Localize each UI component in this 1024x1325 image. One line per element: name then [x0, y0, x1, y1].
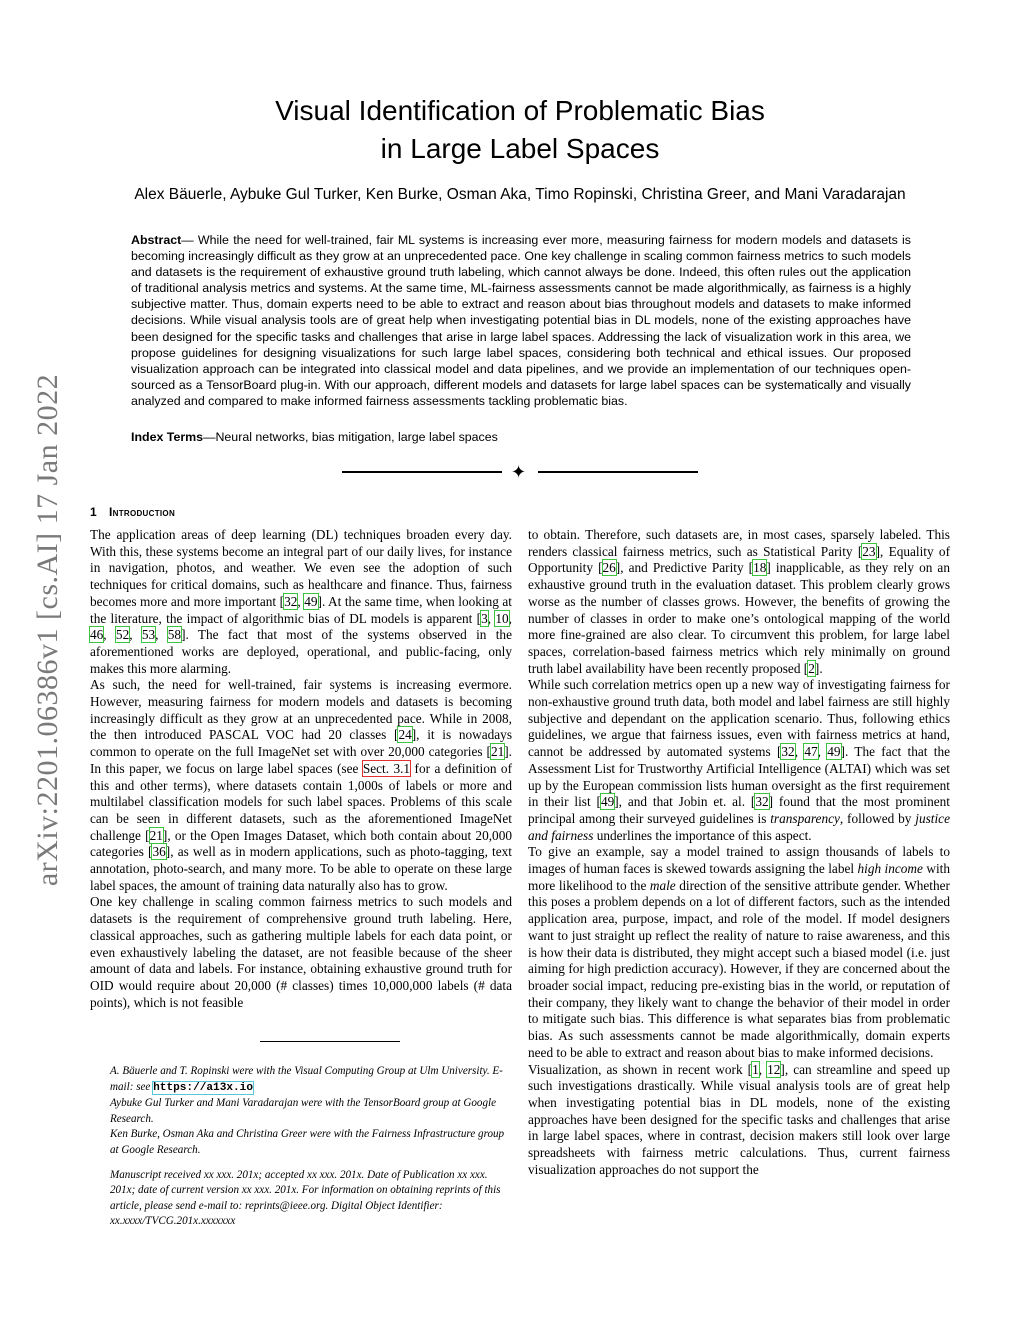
- footnote: Aybuke Gul Turker and Mani Varadarajan were with the TensorBoard group at Google Research.: [110, 1097, 497, 1125]
- abstract-label: Abstract: [131, 233, 182, 247]
- footnote: Ken Burke, Osman Aka and Christina Greer were with the Fairness Infrastructure group at Google Research.: [110, 1128, 505, 1156]
- index-terms-text: —Neural networks, bias mitigation, large label spaces: [203, 430, 498, 444]
- index-terms-label: Index Terms: [131, 430, 204, 444]
- footnote-rule: [260, 1041, 400, 1042]
- citation-link[interactable]: 32: [284, 593, 298, 609]
- citation-link[interactable]: 24: [398, 727, 412, 743]
- divider-diamond-icon: ✦: [511, 462, 527, 482]
- citation-link[interactable]: 49: [600, 794, 615, 810]
- title-line-2: in Large Label Spaces: [380, 133, 660, 164]
- citation-link[interactable]: 46: [90, 627, 104, 643]
- citation-link[interactable]: 18: [753, 560, 767, 576]
- citation-link[interactable]: 2: [808, 660, 815, 676]
- author-list: Alex Bäuerle, Aybuke Gul Turker, Ken Burke, Osman Aka, Timo Ropinski, Christina Greer, and Mani Varadarajan: [134, 186, 906, 203]
- footnotes: [110, 1064, 510, 1230]
- paragraph: As such, the need for well-trained, fair systems is increasing evermore. However, measuring fairness for modern models and datasets is becoming increasingly difficult as they grow at an unprecedented pace. While in 2008, the then introduced PASCAL VOC had 20 classes [24], it is nowadays common to operate on the full ImageNet set with over 20,000 categories [21]. In this paper, we focus on large label spaces (see Sect. 3.1 for a definition of this and other terms), where datasets contain 1,000s of labels or more and multilabel classification models for such label spaces. Problems of this scale can be seen in different datasets, such as the aforementioned ImageNet challenge [21], or the Open Images Dataset, which both contain about 20,000 categories [36], as well as in modern applications, such as photo-tagging, text annotation, photo-search, and many more. To be able to operate on these large label spaces, the amount of training data naturally also has to grow.: [90, 677, 513, 893]
- citation-link[interactable]: 53: [141, 627, 156, 643]
- title-line-1: Visual Identification of Problematic Bias: [275, 95, 765, 126]
- citation-link[interactable]: 32: [755, 794, 769, 810]
- right-column: [528, 527, 950, 1178]
- paragraph: Visualization, as shown in recent work [1, 12], can streamline and speed up such investigations drastically. While visual analysis tools are of great help when investigating potential bias in DL models, none of the existing approaches have been designed for the specific tasks and challenges that arise in large label spaces, where in contrast, decision makers still look over large spreadsheets with fairness metric calculations. Thus, current fairness visualization approaches do not support the: [528, 1061, 950, 1177]
- citation-link[interactable]: 32: [781, 744, 795, 760]
- citation-link[interactable]: 47: [804, 744, 818, 760]
- abstract: [131, 232, 911, 409]
- divider-line-right: [538, 471, 698, 473]
- section-title: Introduction: [108, 505, 176, 519]
- citation-link[interactable]: 26: [602, 560, 616, 576]
- citation-link[interactable]: 49: [827, 744, 841, 760]
- footnote: A. Bäuerle and T. Ropinski were with the Visual Computing Group at Ulm University. E-mail: see https://a13x.io: [110, 1065, 503, 1094]
- citation-link[interactable]: 3: [481, 610, 488, 626]
- paragraph: to obtain. Therefore, such datasets are, in most cases, sparsely labeled. This renders classical fairness metrics, such as Statistical Parity [23], Equality of Opportunity [26], and Predictive Parity [18] inapplicable, as they rely on an exhaustive ground truth in the evaluation dataset. This problem clearly grows worse as the number of classes grows. However, the benefits of growing the number of classes in order to make one’s ontological mapping of the world more fine-grained are also clear. To circumvent this problem, for large label spaces, correlation-based fairness metrics which rely minimally on ground truth label availability have been recently proposed [2].: [528, 527, 950, 676]
- arxiv-identifier: [18, 320, 78, 940]
- citation-link[interactable]: 49: [304, 593, 318, 609]
- abstract-text: — While the need for well-trained, fair ML systems is increasing ever more, measuring fairness for modern models and datasets is becoming increasingly difficult as they grow at an unprecedented pace. One key challenge in scaling common fairness metrics to such models and datasets is the requirement of exhaustive ground truth labeling, which cannot always be done. Indeed, this often rules out the application of traditional analysis metrics and systems. At the same time, ML-fairness assessments cannot be made algorithmically, as fairness is a highly subjective matter. Thus, domain experts need to be able to extract and reason about bias throughout models and datasets to make informed decisions. While visual analysis tools are of great help when investigating potential bias in DL models, none of the existing approaches have been designed for the specific tasks and challenges that arise in large label spaces. Addressing the lack of visualization work in this area, we propose guidelines for designing visualizations for such large label spaces, considering both technical and ethical issues. Our proposed visualization approach can be integrated into classical model and data pipelines, and we provide an implementation of our techniques open-sourced as a TensorBoard plug-in. With our approach, different models and datasets for large label spaces can be systematically and visually analyzed and compared to make informed fairness assessments tackling problematic bias.: [131, 233, 911, 408]
- divider-line-left: [342, 471, 502, 473]
- paragraph: The application areas of deep learning (DL) techniques broaden every day. With this, these systems become an integral part of our daily lives, for instance in navigation, photos, and weather. We even see the adoption of such techniques for critical domains, such as healthcare and finance. Thus, fairness becomes more and more important [32, 49]. At the same time, when looking at the literature, the impact of algorithmic bias of DL models is apparent [3, 10, 46, 52, 53, 58]. The fact that most of the systems observed in the aforementioned works are deployed, operational, and public-facing, only makes this more alarming.: [90, 527, 512, 676]
- index-terms: [131, 430, 911, 444]
- arxiv-identifier-text: arXiv:2201.06386v1 [cs.AI] 17 Jan 2022: [31, 373, 65, 887]
- citation-link[interactable]: 21: [490, 744, 505, 760]
- author-website-link[interactable]: https://a13x.io: [153, 1081, 254, 1094]
- citation-link[interactable]: 23: [862, 543, 876, 559]
- citation-link[interactable]: 21: [149, 827, 163, 843]
- citation-link[interactable]: 52: [115, 627, 130, 643]
- citation-link[interactable]: 58: [167, 627, 182, 643]
- section-heading: [90, 505, 512, 519]
- citation-link[interactable]: 36: [152, 844, 166, 860]
- citation-link[interactable]: 10: [495, 610, 509, 626]
- paragraph: While such correlation metrics open up a new way of investigating fairness for non-exhaustive ground truth data, both model and label fairness are still highly subjective and dependant on the application scenario. Thus, following ethics guidelines, we argue that fairness issues, even with fairness metrics at hand, cannot be addressed by automated systems [32, 47, 49]. The fact that the Assessment List for Trustworthy Artificial Intelligence (ALTAI) which was set up by the European commission lists human oversight as the first requirement in their list [49], and that Jobin et. al. [32] found that the most prominent principal among their surveyed guidelines is transparency, followed by justice and fairness underlines the importance of this aspect.: [528, 677, 950, 843]
- left-column: [90, 527, 512, 1011]
- section-divider: [340, 462, 700, 482]
- manuscript-note: Manuscript received xx xxx. 201x; accepted xx xxx. 201x. Date of Publication xx xxx. 201x; date of current version xx xxx. 201x. For information on obtaining reprints of this article, please send e-mail to: reprints@ieee.org. Digital Object Identifier: xx.xxxx/TVCG.201x.xxxxxxx: [110, 1168, 501, 1228]
- section-reference-link[interactable]: Sect. 3.1: [362, 760, 411, 776]
- section-number: 1: [90, 505, 97, 519]
- citation-link[interactable]: 1: [752, 1061, 759, 1077]
- citation-link[interactable]: 12: [767, 1061, 781, 1077]
- paper-title: [180, 92, 860, 168]
- paragraph: To give an example, say a model trained to assign thousands of labels to images of human faces is skewed towards assigning the label high income with more likelihood to the male direction of the sensitive attribute gender. Whether this poses a problem depends on a lot of different factors, such as the intended application area, purpose, impact, and role of the model. If model designers want to just straight up reflect the reality of nature to raise awareness, and this is how their data is distributed, they might accept such a biased model (i.e. just aiming for high prediction accuracy). However, if they are concerned about the broader social impact, reducing pre-existing bias in the world, or reputation of their company, they likely want to change the behavior of their model in order to mitigate such bias. This difference is what separates bias from problematic bias. As such assessments cannot be made algorithmically, domain experts need to be able to extract and reason about bias to make informed decisions.: [528, 844, 950, 1060]
- paragraph: One key challenge in scaling common fairness metrics to such models and datasets is the requirement of comprehensive ground truth labeling. Here, classical approaches, such as gathering multiple labels for each data point, or even exhaustively labeling the dataset, are not feasible because of the sheer amount of data and labels. For instance, obtaining exhaustive ground truth for OID would require about 20,000 (# classes) times 10,000,000 labels (# data points), which is not feasible: [90, 894, 512, 1010]
